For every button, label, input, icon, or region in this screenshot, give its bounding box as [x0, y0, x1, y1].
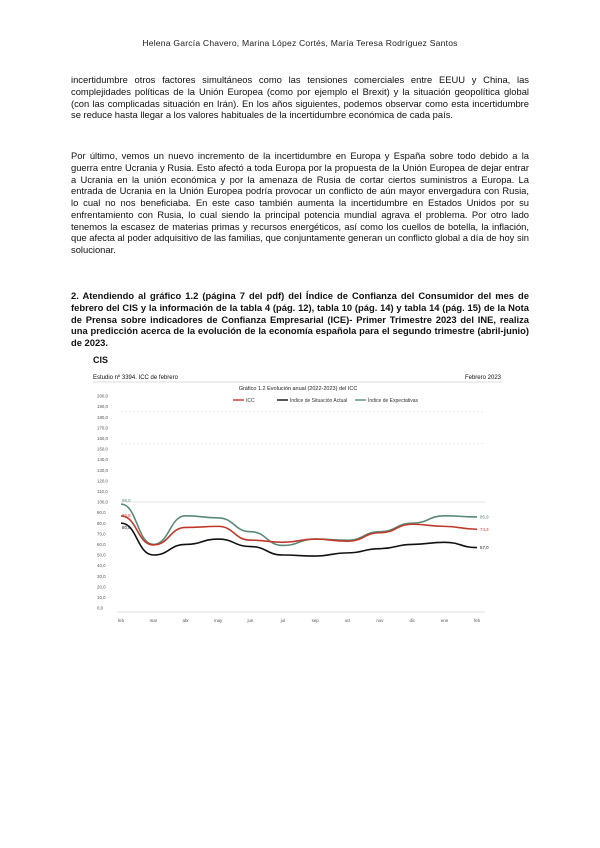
y-tick-label: 200,0: [97, 393, 108, 399]
x-tick-label: oct: [344, 618, 351, 623]
value-label: 98,0: [122, 498, 131, 504]
x-tick-label: sep: [311, 618, 319, 623]
y-tick-label: 10,0: [97, 595, 106, 600]
y-tick-label: 0,0: [97, 605, 104, 611]
date-label: Febrero 2023: [464, 375, 501, 381]
x-tick-label: mar: [149, 618, 158, 623]
icc-chart: [93, 354, 503, 629]
x-tick-label: feb: [117, 618, 125, 623]
y-tick-label: 140,0: [97, 457, 108, 463]
x-axis: [117, 612, 485, 623]
value-label: 74,3: [480, 526, 489, 532]
paragraph-1: incertidumbre otros factores simultáneos como las tensiones comerciales entre EEUU y China, las complejidades políticas de la Unión Europea (como por ejemplo el Brexit) y la situación geopolítica global (con las complicadas situación en Irán). En los años siguientes, podemos observar como esta incertidumbre se reduce hasta llegar a los valores habituales de la incertidumbre económica de cada país.: [71, 74, 529, 121]
y-tick-label: 120,0: [97, 478, 108, 484]
figure-container: [93, 354, 503, 629]
y-tick-label: 70,0: [97, 531, 106, 537]
value-label: 85,9: [480, 514, 489, 520]
x-tick-label: may: [213, 618, 223, 623]
x-tick-label: jun: [247, 618, 254, 623]
y-tick-label: 100,0: [97, 499, 108, 505]
series-line: [121, 516, 477, 545]
x-tick-label: abr: [182, 618, 189, 623]
y-tick-label: 40,0: [97, 563, 106, 569]
y-tick-label: 160,0: [97, 436, 108, 441]
page-header: Helena García Chavero, Marina López Cortés, María Teresa Rodríguez Santos: [142, 38, 458, 48]
value-label: 57,0: [480, 545, 489, 551]
legend: [233, 397, 419, 404]
y-tick-label: 190,0: [97, 404, 108, 410]
y-tick-label: 180,0: [97, 414, 108, 420]
y-tick-label: 170,0: [97, 425, 108, 431]
y-tick-label: 30,0: [97, 573, 106, 579]
y-tick-label: 60,0: [97, 542, 106, 547]
x-tick-label: ene: [440, 618, 449, 623]
y-axis: [97, 394, 109, 611]
y-tick-label: 130,0: [97, 467, 108, 473]
legend-label: ICC: [246, 398, 255, 404]
study-label: Estudio nº 3394. ICC de febrero: [93, 375, 178, 381]
y-tick-label: 50,0: [97, 552, 106, 558]
cis-logo: CIS: [93, 355, 109, 365]
value-label: 80,0: [122, 525, 131, 531]
series-line: [121, 523, 477, 556]
value-label: 86,8: [122, 512, 131, 518]
series-lines: [121, 504, 477, 556]
y-tick-label: 90,0: [97, 510, 106, 516]
paragraph-2: Por último, vemos un nuevo incremento de la incertidumbre en Europa y España sobre todo debido a la guerra entre Ucrania y Rusia. Esto afectó a toda Europa por la propuesta de la Unión Europea de dejar entrar a Ucrania en la unión económica y por la amenaza de Rusia de cortar ciertos suministros a Europa. La entrada de Ucrania en la Unión Europea podría provocar un conflicto de aún mayor envergadura con Rusia, lo cual no nos beneficiaba. En este caso también aumenta la incertidumbre en Estados Unidos por su enfrentamiento con Rusia, lo cual siendo la principal potencia mundial agrava el problema. Por otro lado tenemos la escasez de materias primas y recursos energéticos, así como los cuellos de botella, la inflación, que afecta al poder adquisitivo de las familias, que conjuntamente generan un conflicto global a día de hoy sin solucionar.: [71, 150, 529, 255]
gridlines: [121, 412, 485, 502]
legend-label: Índice de Expectativas: [368, 398, 419, 404]
x-tick-label: feb: [473, 618, 481, 623]
chart-title: Gráfico 1.2 Evolución anual (2022-2023) del ICC: [238, 386, 358, 392]
x-tick-label: dic: [409, 618, 416, 623]
x-tick-label: jul: [280, 618, 286, 623]
y-tick-label: 150,0: [97, 446, 108, 452]
question-2: 2. Atendiendo al gráfico 1.2 (página 7 del pdf) del Índice de Confianza del Consumidor del mes de febrero del CIS y la información de la tabla 4 (pág. 12), tabla 10 (pág. 14) y tabla 14 (pág. 15) de la Nota de Prensa sobre indicadores de Confianza Empresarial (ICE)- Primer Trimestre 2023 del INE, realiza una predicción acerca de la evolución de la economía española para el segundo trimestre (abril-junio) de 2023.: [71, 290, 529, 348]
y-tick-label: 20,0: [97, 584, 106, 590]
y-tick-label: 110,0: [97, 489, 108, 494]
y-tick-label: 80,0: [97, 520, 106, 526]
legend-label: Índice de Situación Actual: [290, 398, 348, 404]
x-tick-label: nov: [376, 618, 384, 623]
